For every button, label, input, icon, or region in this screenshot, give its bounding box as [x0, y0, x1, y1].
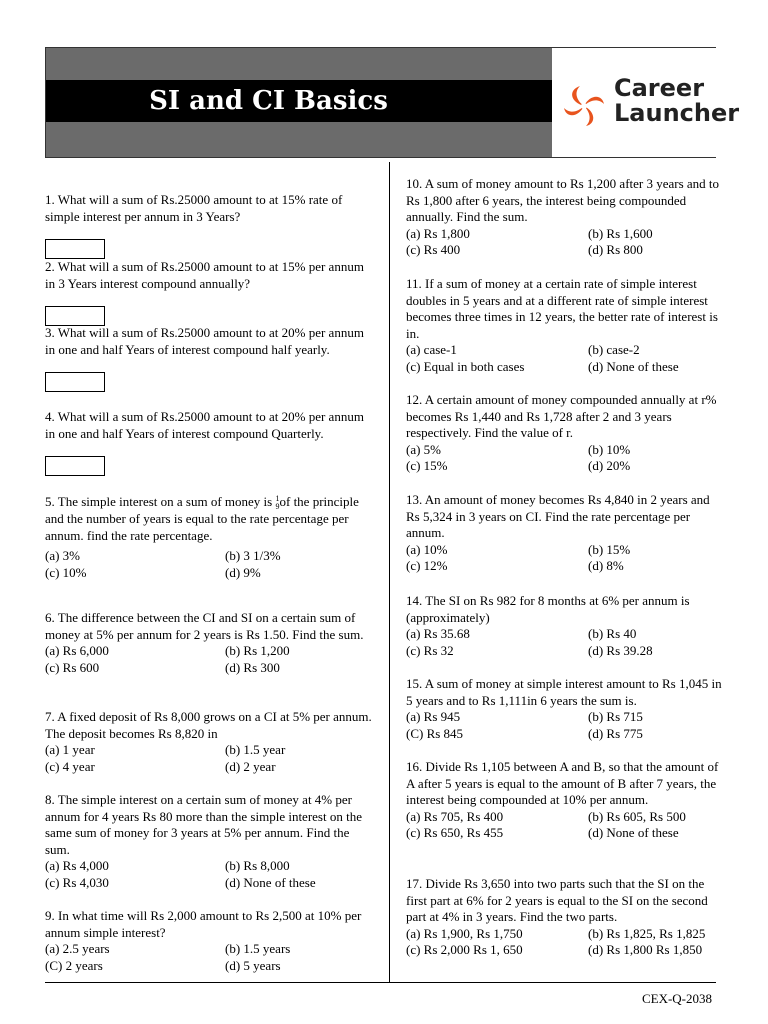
question-text: 10. A sum of money amount to Rs 1,200 after 3 years and to Rs 1,800 after 6 years, the interest being compounded annually. Find the sum. [406, 176, 720, 224]
question-2 [45, 259, 375, 326]
option[interactable]: (b) Rs 40 [588, 626, 637, 641]
question-text: 9. In what time will Rs 2,000 amount to Rs 2,500 at 10% per annum simple interest? [45, 908, 362, 940]
question-text: 11. If a sum of money at a certain rate of simple interest doubles in 5 years and at a different rate of simple interest becomes three times in 12 years, the better rate of interest is in. [406, 276, 718, 341]
option[interactable]: (c) 4 year [45, 758, 95, 774]
question-text-part: of the principle and the number of years is equal to the rate percentage per annum. find the rate percentage. [45, 494, 359, 543]
question-text: 2. What will a sum of Rs.25000 amount to at 15% per annum in 3 Years interest compound annually? [45, 259, 364, 291]
option[interactable]: (a) 3% [45, 548, 81, 564]
options [45, 941, 375, 974]
question-text: 13. An amount of money becomes Rs 4,840 in 2 years and Rs 5,324 in 3 years on CI. Find the rate percentage per annum. [406, 492, 710, 540]
option[interactable]: (a) case-1 [406, 342, 457, 357]
question-text: 1. What will a sum of Rs.25000 amount to at 15% rate of simple interest per annum in 3 Years? [45, 192, 343, 224]
option[interactable]: (d) Rs 775 [588, 725, 643, 741]
question-text: 16. Divide Rs 1,105 between A and B, so that the amount of A after 5 years is equal to the amount of B after 7 years, the interest being compounded at 10% per annum. [406, 759, 719, 807]
question-text: 14. The SI on Rs 982 for 8 months at 6% per annum is (approximately) [406, 593, 690, 625]
option[interactable]: (d) None of these [225, 874, 316, 890]
answer-box[interactable] [45, 372, 105, 392]
logo-word-launcher: Launcher [614, 99, 740, 127]
swirl-logo-icon [560, 82, 608, 130]
options [406, 626, 724, 659]
option[interactable]: (a) 1 year [45, 742, 95, 757]
option[interactable]: (d) 2 year [225, 758, 276, 774]
question-10 [406, 176, 724, 259]
option[interactable]: (d) Rs 39.28 [588, 642, 653, 658]
question-text: 12. A certain amount of money compounded annually at r% becomes Rs 1,440 and Rs 1,728 after 2 and 3 years respectively. Find the value of r. [406, 392, 717, 440]
question-text: 8. The simple interest on a certain sum of money at 4% per annum for 4 years Rs 80 more than the simple interest on the same sum of money for 3 years at 5% per annum. Find the sum. [45, 792, 362, 857]
option[interactable]: (c) Equal in both cases [406, 358, 525, 374]
options [406, 926, 724, 959]
option[interactable]: (d) 8% [588, 558, 624, 573]
option[interactable]: (a) 10% [406, 541, 448, 557]
option[interactable]: (a) Rs 6,000 [45, 643, 109, 658]
option[interactable]: (d) None of these [588, 358, 679, 374]
option[interactable]: (a) 2.5 years [45, 941, 110, 956]
option[interactable]: (d) 9% [225, 564, 261, 580]
option[interactable]: (c) Rs 400 [406, 242, 461, 257]
option[interactable]: (d) Rs 1,800 Rs 1,850 [588, 942, 703, 957]
option[interactable]: (c) 12% [406, 558, 448, 573]
option[interactable]: (a) Rs 945 [406, 709, 461, 724]
option[interactable]: (a) Rs 705, Rs 400 [406, 808, 504, 824]
option[interactable]: (b) case-2 [588, 342, 640, 357]
option[interactable]: (c) 15% [406, 458, 448, 473]
options [45, 742, 375, 775]
option[interactable]: (d) Rs 800 [588, 242, 643, 257]
option[interactable]: (b) Rs 605, Rs 500 [588, 808, 686, 824]
option[interactable]: (c) Rs 650, Rs 455 [406, 825, 504, 840]
question-text: 7. A fixed deposit of Rs 8,000 grows on a CI at 5% per annum. The deposit becomes Rs 8,820 in [45, 709, 372, 741]
question-text-part: 5. The simple interest on a sum of money is [45, 494, 276, 509]
options [406, 226, 724, 259]
question-15 [406, 676, 724, 742]
option[interactable]: (a) 5% [406, 441, 442, 457]
option[interactable]: (c) Rs 32 [406, 642, 454, 658]
option[interactable]: (b) Rs 715 [588, 709, 643, 724]
options [406, 542, 724, 575]
question-7 [45, 709, 375, 775]
header-banner [45, 47, 740, 158]
question-9 [45, 908, 375, 974]
options [406, 709, 724, 742]
question-3 [45, 325, 375, 392]
column-divider [389, 162, 390, 982]
question-6 [45, 610, 375, 676]
footer-rule [45, 982, 716, 983]
question-8 [45, 792, 375, 891]
logo-word-career: Career [614, 74, 705, 102]
question-12 [406, 392, 724, 475]
option[interactable]: (d) 5 years [225, 957, 281, 973]
options [45, 643, 375, 676]
question-16 [406, 759, 724, 842]
option[interactable]: (C) 2 years [45, 957, 103, 973]
option[interactable]: (b) 1.5 years [225, 941, 291, 956]
question-text: 6. The difference between the CI and SI on a certain sum of money at 5% per annum for 2 years is Rs 1.50. Find the sum. [45, 610, 364, 642]
answer-box[interactable] [45, 456, 105, 476]
option[interactable]: (d) Rs 300 [225, 659, 280, 675]
answer-box[interactable] [45, 306, 105, 326]
option[interactable]: (a) Rs 1,900, Rs 1,750 [406, 925, 523, 941]
options [406, 809, 724, 842]
question-text: 4. What will a sum of Rs.25000 amount to at 20% per annum in one and half Years of interest compound Quarterly. [45, 409, 364, 441]
page-title: SI and CI Basics [149, 86, 388, 116]
question-1 [45, 192, 375, 259]
answer-box[interactable] [45, 239, 105, 259]
option[interactable]: (c) 10% [45, 564, 87, 580]
question-13 [406, 492, 724, 575]
fraction: 1 9 [275, 494, 280, 512]
question-text [45, 494, 375, 544]
question-text: 15. A sum of money at simple interest amount to Rs 1,045 in 5 years and to Rs 1,111in 6 years the sum is. [406, 676, 722, 708]
option[interactable]: (b) 1.5 year [225, 742, 286, 757]
logo-wordmark [614, 76, 739, 126]
option[interactable]: (c) Rs 2,000 Rs 1, 650 [406, 942, 523, 957]
question-17 [406, 876, 724, 959]
question-text: 3. What will a sum of Rs.25000 amount to at 20% per annum in one and half Years of interest compound half yearly. [45, 325, 364, 357]
option[interactable]: (d) None of these [588, 825, 679, 840]
option[interactable]: (a) Rs 4,000 [45, 858, 109, 873]
options [406, 442, 724, 475]
question-4 [45, 409, 375, 476]
option[interactable]: (c) Rs 4,030 [45, 874, 109, 890]
question-14 [406, 593, 724, 659]
option[interactable]: (b) Rs 1,825, Rs 1,825 [588, 925, 706, 941]
option[interactable]: (b) Rs 8,000 [225, 858, 290, 873]
option[interactable]: (c) Rs 600 [45, 659, 100, 675]
question-5 [45, 494, 375, 581]
option[interactable]: (b) 10% [588, 441, 631, 457]
option[interactable]: (d) 20% [588, 458, 631, 473]
options [406, 342, 724, 375]
option[interactable]: (C) Rs 845 [406, 725, 464, 741]
option[interactable]: (b) Rs 1,600 [588, 225, 653, 241]
document-code: CEX-Q-2038 [641, 991, 712, 1006]
option[interactable]: (b) 3 1/3% [225, 548, 281, 564]
option[interactable]: (b) Rs 1,200 [225, 643, 290, 658]
career-launcher-logo [552, 48, 740, 157]
option[interactable]: (a) Rs 35.68 [406, 626, 470, 641]
question-text: 17. Divide Rs 3,650 into two parts such that the SI on the first part at 6% for 2 years is equal to the SI on the second part at 4% in 3 years. Find the two parts. [406, 876, 708, 924]
option[interactable]: (b) 15% [588, 541, 631, 557]
options [45, 548, 375, 581]
question-11 [406, 276, 724, 375]
option[interactable]: (a) Rs 1,800 [406, 225, 470, 241]
options [45, 858, 375, 891]
